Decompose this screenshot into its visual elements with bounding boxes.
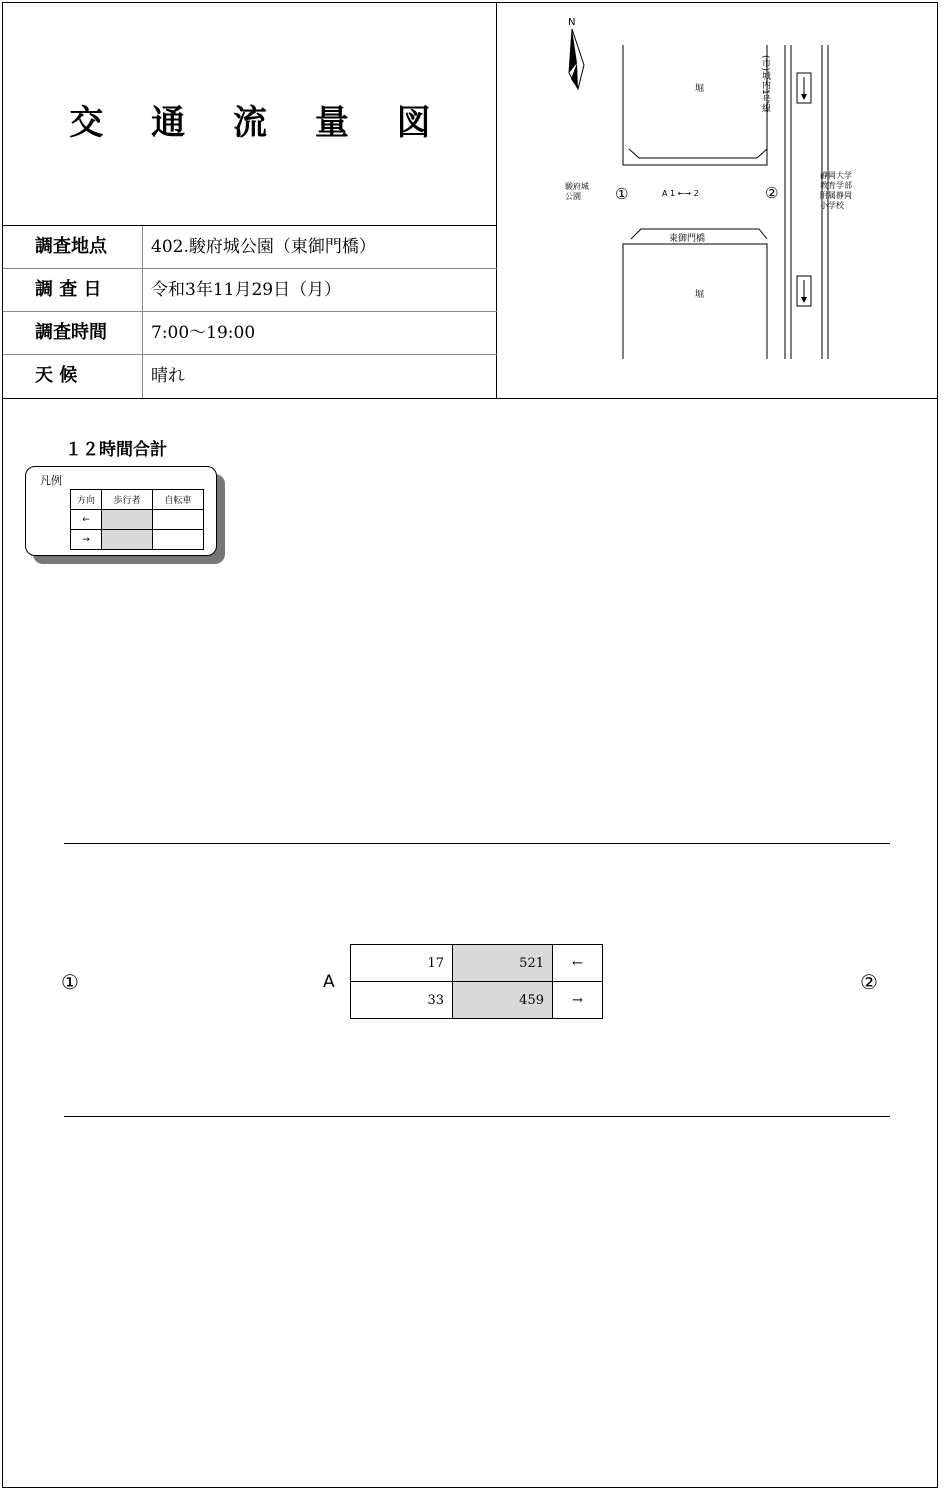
school-name-1: 静岡大学 <box>820 171 852 180</box>
bridge-label: 東御門橋 <box>669 234 706 244</box>
info-row-time <box>3 312 497 355</box>
time-label: 調査時間 <box>3 312 143 354</box>
north-label: N <box>568 17 576 28</box>
survey-info-table <box>3 225 497 399</box>
flow-direction: → <box>553 982 603 1019</box>
legend-col-pedestrian: 歩行者 <box>102 490 153 510</box>
weather-label: 天 候 <box>3 355 143 398</box>
one-way-arrow-top-icon <box>797 73 811 103</box>
flow-pedestrian-value: 521 <box>453 945 553 982</box>
map-route-label: A 1 ←→ 2 <box>662 189 699 198</box>
map-node-1: ① <box>615 185 629 203</box>
legend-row1-bike-cell <box>153 510 204 530</box>
moat-bottom-label: 堀 <box>695 290 705 300</box>
flow-row-westbound <box>351 945 603 982</box>
north-arrow-icon <box>569 29 584 89</box>
top-moat-block <box>623 45 767 165</box>
school-name-4: 小学校 <box>820 201 844 210</box>
legend-table <box>70 489 204 550</box>
flow-node-right: ② <box>860 970 878 994</box>
flow-bicycle-value: 17 <box>351 945 453 982</box>
flow-row-eastbound <box>351 982 603 1019</box>
info-row-location <box>3 226 497 269</box>
one-way-arrow-bottom-icon <box>797 276 811 306</box>
document-page <box>2 2 938 1488</box>
map-node-2: ② <box>765 184 779 202</box>
location-map-svg <box>497 3 939 399</box>
date-value: 令和3年11月29日（月） <box>151 280 342 300</box>
school-name-3: 附属静岡 <box>820 191 852 200</box>
section-title: １２時間合計 <box>65 440 167 460</box>
weather-value: 晴れ <box>151 366 185 386</box>
flow-direction: ← <box>553 945 603 982</box>
location-map <box>497 3 939 399</box>
legend-row1-ped-cell <box>102 510 153 530</box>
legend-row2-bike-cell <box>153 530 204 550</box>
date-label: 調 査 日 <box>3 269 143 311</box>
legend <box>25 466 220 558</box>
divider-top <box>64 843 890 844</box>
flow-node-left: ① <box>61 970 79 994</box>
road-name-label: (市)城内1号線 <box>760 55 770 113</box>
header-section <box>3 3 937 399</box>
flow-route-label: A <box>323 972 335 992</box>
legend-row2-dir: → <box>71 530 102 550</box>
divider-bottom <box>64 1116 890 1117</box>
info-row-weather <box>3 355 497 398</box>
moat-top-label: 堀 <box>695 84 705 94</box>
school-name-2: 教育学部 <box>820 181 852 190</box>
flow-bicycle-value: 33 <box>351 982 453 1019</box>
page-title: 交 通 流 量 図 <box>69 103 449 143</box>
location-value: 402.駿府城公園（東御門橋） <box>151 237 376 257</box>
title-area <box>3 3 497 226</box>
flow-pedestrian-value: 459 <box>453 982 553 1019</box>
park-name-1: 駿府城 <box>565 182 589 191</box>
legend-label: 凡例 <box>40 474 62 487</box>
park-name-2: 公園 <box>565 192 581 201</box>
flow-table <box>350 944 603 1019</box>
legend-row1-dir: ← <box>71 510 102 530</box>
legend-col-bicycle: 自転車 <box>153 490 204 510</box>
legend-col-direction: 方向 <box>71 490 102 510</box>
legend-box <box>25 466 217 556</box>
legend-row2-ped-cell <box>102 530 153 550</box>
location-label: 調査地点 <box>3 226 143 268</box>
info-row-date <box>3 269 497 312</box>
time-value: 7:00～19:00 <box>151 323 256 343</box>
